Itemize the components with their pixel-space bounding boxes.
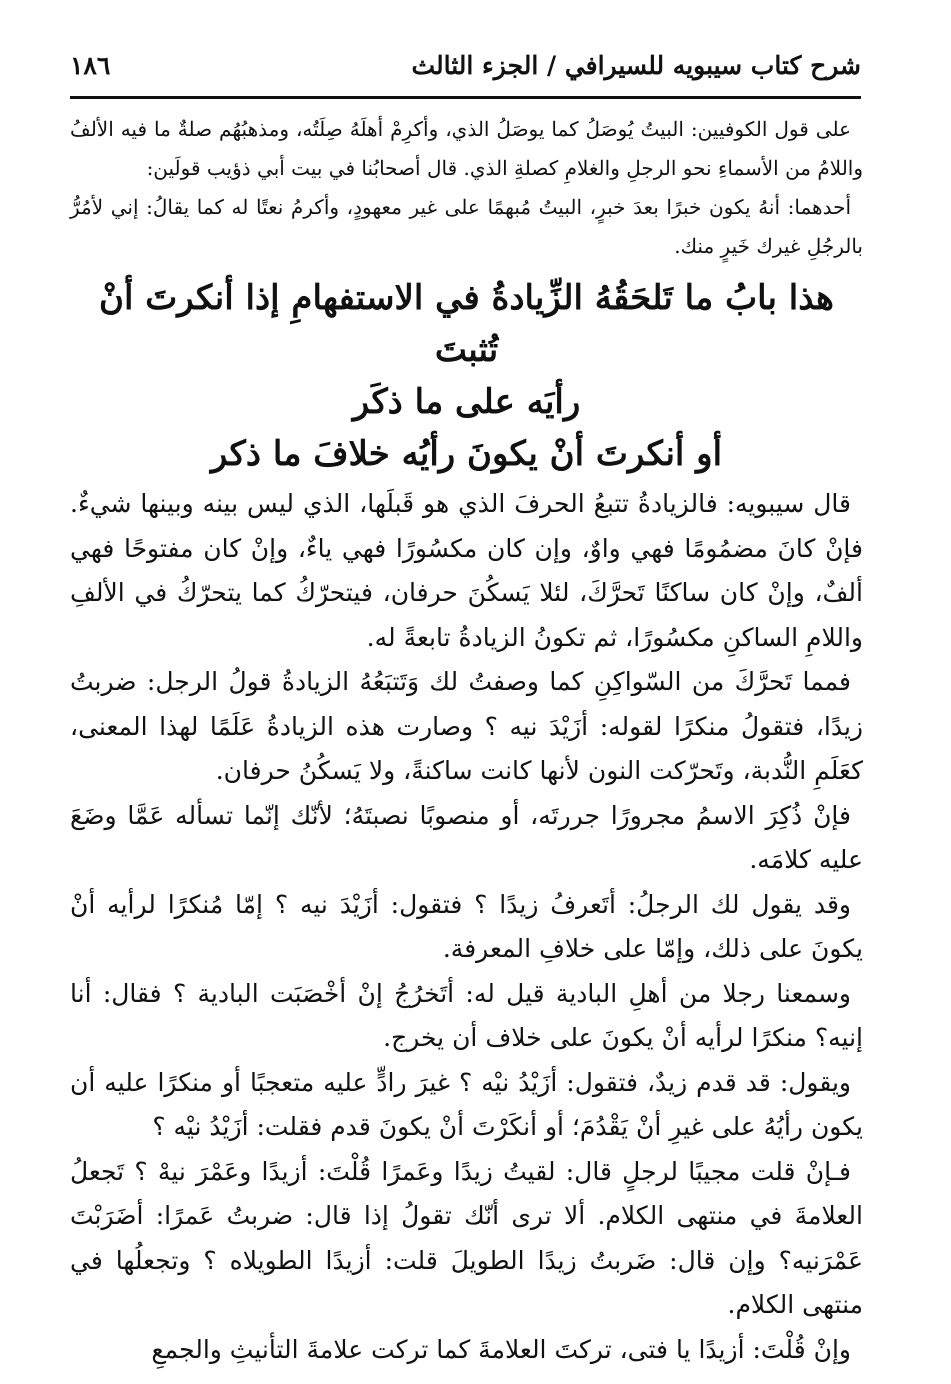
- body-paragraph: وإنْ قُلْتَ: أزيدًا يا فتى، تركتَ العلامةَ كما تركت علامةَ التأنيثِ والجمعِ: [151, 1334, 851, 1364]
- intro-paragraph: على قول الكوفيين: البيتُ يُوصَلُ كما يوصَلُ الذي، وأكرِمْ أهلَهُ صِلَتُه، ومذهبُهُم صلةٌ ما فيه الألفُ واللامُ من الأسماءِ نحو الرجلِ والغلامِ كصلةِ الذي. قال أصحابُنا في بيت أبي ذؤيب قولَين:: [70, 117, 863, 180]
- intro-paragraph: أحدهما: أنهُ يكون خبرًا بعدَ خبرٍ، البيتُ مُبهمًا على غير معهودٍ، وأكرمُ نعتًا له كما يقالُ: إني لأمُرُّ بالرجُلِ غيرك خَيرٍ منك.: [70, 195, 863, 258]
- chapter-title-line: أو أنكرتَ أنْ يكونَ رأيُه خلافَ ما ذكر: [210, 434, 723, 474]
- header-rule: [70, 96, 861, 99]
- body-paragraph: وسمعنا رجلا من أهلِ البادية قيل له: أتَخرُجُ إنْ أخْصَبَت البادية ؟ فقال: أنا إنيه؟ منكرًا لرأيه أنْ يكونَ على خلاف أن يخرج.: [70, 978, 863, 1052]
- chapter-title-line: هذا بابُ ما تَلحَقُهُ الزِّيادةُ في الاستفهامِ إذا أنكرتَ أنْ تُثبتَ: [99, 278, 834, 370]
- main-text: [70, 482, 863, 1372]
- body-paragraph: قال سيبويه: فالزيادةُ تتبعُ الحرفَ الذي هو قَبلَها، الذي ليس بينه وبينها شيءٌ. فإنْ كانَ مضمُومًا فهي واوٌ، وإن كان مكسُورًا فهي ياءٌ، وإنْ كان مفتوحًا فهي ألفٌ، وإنْ كان ساكنًا تَحرَّكَ، لئلا يَسكُنَ حرفان، فيتحرّكُ كما يتحرّكُ في الألفِ واللامِ الساكنِ مكسُورًا، ثم تكونُ الزيادةُ تابعةً له.: [70, 489, 863, 652]
- chapter-title: [70, 272, 863, 480]
- page-body: [70, 110, 863, 1372]
- chapter-title-line: رأيَه على ما ذكَر: [352, 382, 581, 422]
- body-paragraph: ويقول: قد قدم زيدٌ، فتقول: أزَيْدُ نيْه ؟ غيرَ رادٍّ عليه متعجبًا أو منكرًا عليه أن يكون رأيُهُ على غيرِ أنْ يَقْدُمَ؛ أو أنكَرْتَ أنْ يكونَ قدم فقلت: أزَيْدُ نيْه ؟: [70, 1067, 863, 1141]
- intro-section: [70, 110, 863, 266]
- body-paragraph: فمما تَحرَّكَ من السّواكِنِ كما وصفتُ لك وَتَتبَعُهُ الزيادةُ قولُ الرجل: ضربتُ زيدًا، فتقولُ منكرًا لقوله: أزَيْدَ نيه ؟ وصارت هذه الزيادةُ عَلَمًا لهذا المعنى، كعَلَمِ النُّدبة، وتَحرّكت النون لأنها كانت ساكنةً، ولا يَسكُنُ حرفان.: [70, 667, 863, 785]
- body-paragraph: وقد يقول لك الرجلُ: أتَعرفُ زيدًا ؟ فتقول: أزَيْدَ نيه ؟ إمّا مُنكرًا لرأيه أنْ يكونَ على ذلك، وإمّا على خلافِ المعرفة.: [70, 889, 863, 963]
- page-header: [70, 40, 861, 90]
- book-title: شرح كتاب سيبويه للسيرافي / الجزء الثالث: [411, 50, 861, 80]
- page-number: ١٨٦: [70, 50, 111, 80]
- body-paragraph: فإنْ ذُكِرَ الاسمُ مجرورًا جررتَه، أو منصوبًا نصبتَهُ؛ لأنّك إنّما تسأله عَمَّا وضَعَ عليه كلامَه.: [70, 800, 863, 874]
- body-paragraph: فـإنْ قلت مجيبًا لرجلٍ قال: لقيتُ زيدًا وعَمرًا قُلْتَ: أزيدًا وعَمْرَ نيهْ ؟ تَجعلُ العلامةَ في منتهى الكلام. ألا ترى أنّك تقولُ إذا قال: ضربتُ عَمرًا: أضَرَبْتَ عَمْرَنيه؟ وإن قال: ضَربتُ زيدًا الطويلَ قلت: أزيدًا الطويلاه ؟ وتجعلُها في منتهى الكلام.: [70, 1156, 863, 1319]
